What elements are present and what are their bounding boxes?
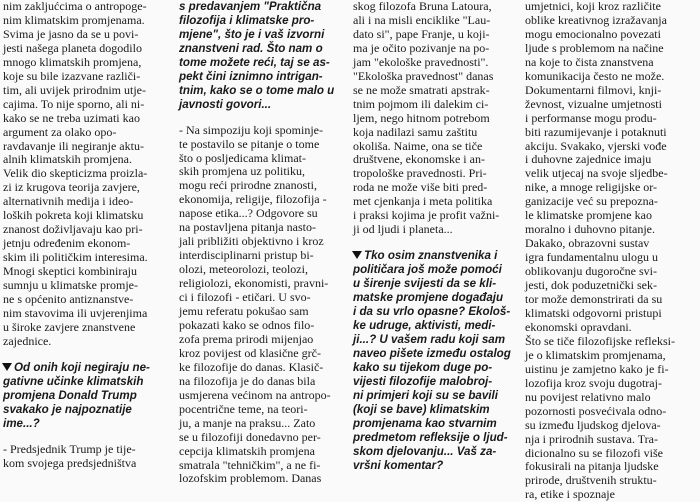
text-line	[3, 195, 167, 209]
text-line-content: mjene", što je i vaš izvorni	[179, 27, 325, 41]
text-line	[525, 307, 689, 321]
text-line-content: mnogo klimatskih promjena,	[3, 54, 142, 69]
text-line	[179, 445, 343, 459]
text-line	[353, 153, 517, 167]
text-line-content: loških pokreta koji klimatsku	[3, 208, 144, 223]
text-line-content: dicionalno su se filozofi više	[525, 445, 663, 460]
text-line	[179, 319, 343, 333]
text-line	[353, 333, 517, 347]
text-line-content: velik utjecaj na svoje sljedbe-	[525, 166, 668, 181]
text-line-content: ju, a manje na praksu... Zato	[179, 415, 316, 430]
text-line	[179, 347, 343, 361]
text-line-content: moralno i duhovno pitanje.	[525, 222, 655, 237]
text-line-content: mogu emocionalno povezati	[525, 26, 661, 41]
text-line-content: promjenama kao stvarnim	[353, 416, 497, 430]
text-line	[3, 223, 167, 237]
text-line	[179, 375, 343, 389]
text-line-content: mogu reći prirodne znanosti,	[179, 178, 317, 193]
text-line	[3, 181, 167, 195]
text-line-content: predmetom refleksije o ljud-	[353, 430, 508, 444]
text-line	[179, 98, 343, 112]
text-line-content: biti razumijevanje i potaknuti	[525, 124, 667, 139]
text-line	[353, 167, 517, 181]
text-line	[525, 363, 689, 377]
text-line	[353, 112, 517, 126]
text-line-content: - Na simpoziju koji spominje-	[179, 122, 323, 137]
text-line-content: cepcija klimatskih promjena	[179, 443, 315, 458]
text-line-content: i praksi kojima je profit važni-	[353, 208, 500, 223]
text-line	[353, 319, 517, 333]
text-line	[353, 291, 517, 305]
text-line-content: u široke zavjere znanstvene	[3, 319, 136, 334]
text-line	[3, 335, 167, 349]
text-line	[179, 56, 343, 70]
text-line-content: tor može demonstrirati da su	[525, 292, 663, 307]
text-line-content: le klimatske promjene kao	[525, 208, 652, 223]
text-line-content: s predavanjem "Praktična	[179, 0, 322, 13]
text-line	[3, 375, 167, 389]
text-line-content: ji...? U vašem radu koji sam	[353, 332, 506, 346]
text-line-content: igra fundamentalnu ulogu u	[525, 250, 658, 265]
text-line	[3, 14, 167, 28]
text-line-content: ime...?	[3, 416, 40, 430]
text-line-content: jesti našega planeta dogodilo	[3, 40, 142, 55]
column-3	[353, 0, 517, 472]
text-line-content: lozofskim problemom. Danas	[179, 471, 322, 486]
text-line	[3, 140, 167, 154]
text-line-content: vijesti filozofije malobroj-	[353, 374, 493, 388]
text-line	[3, 265, 167, 279]
text-line	[353, 140, 517, 154]
interview-question-3	[353, 249, 517, 472]
text-line	[353, 389, 517, 403]
text-line-content: društvene, ekonomske i an-	[353, 152, 485, 167]
text-line	[525, 265, 689, 279]
text-line-content: pocentrične teme, na teori-	[179, 401, 308, 416]
text-line	[179, 263, 343, 277]
text-line-content: smatrala "tehničkim", a ne fi-	[179, 457, 321, 472]
text-line-content: nja i prirodnih sustava. Tra-	[525, 431, 658, 446]
text-line	[525, 237, 689, 251]
text-line-content: oblikovanju dugoročne svi-	[525, 264, 657, 279]
text-line-content: Od onih koji negiraju ne-	[14, 360, 150, 374]
text-line	[179, 459, 343, 473]
text-line	[525, 56, 689, 70]
text-line	[3, 443, 167, 457]
text-line-content: prirode, društvenih struktu-	[525, 473, 657, 488]
text-line-content: akciju. Svakako, vjerski vođe	[525, 138, 667, 153]
text-line	[3, 56, 167, 70]
text-line	[179, 84, 343, 98]
text-line-content: kom svojega predsjedništva	[3, 455, 137, 470]
question-marker-icon	[2, 363, 12, 371]
text-line-content: umjetnici, koji kroz različite	[525, 0, 661, 13]
text-line	[525, 209, 689, 223]
text-line	[353, 28, 517, 42]
text-line-content: ekonomija, religije, filozofija -	[179, 192, 327, 207]
text-line	[353, 126, 517, 140]
text-line	[3, 84, 167, 98]
text-line	[3, 0, 167, 14]
text-line-content: ne s općenito antiznanstve-	[3, 292, 134, 307]
text-line	[353, 70, 517, 84]
text-line	[3, 251, 167, 265]
text-line-content: skih promjena uz politiku,	[179, 164, 305, 179]
text-line	[3, 70, 167, 84]
text-line	[3, 153, 167, 167]
text-line-content: alnih klimatskih promjena.	[3, 152, 132, 167]
text-line	[3, 42, 167, 56]
text-line	[353, 459, 517, 473]
text-line	[525, 112, 689, 126]
text-line	[525, 140, 689, 154]
text-line	[525, 126, 689, 140]
text-line	[525, 321, 689, 335]
text-line-content: na postavljena pitanja nasto-	[179, 220, 316, 235]
text-line-content: je o klimatskim promjenama,	[525, 347, 666, 362]
text-line	[525, 181, 689, 195]
text-line	[3, 361, 167, 375]
text-line	[353, 249, 517, 263]
text-line	[3, 403, 167, 417]
text-line-content: okoliša. Naime, ona se tiče	[353, 138, 483, 153]
text-line	[353, 0, 517, 14]
text-line-content: jam "ekološke pravednosti".	[353, 54, 489, 69]
text-line	[525, 70, 689, 84]
text-line	[525, 42, 689, 56]
text-line	[179, 403, 343, 417]
text-line	[179, 0, 343, 14]
text-line	[179, 165, 343, 179]
text-line	[179, 124, 343, 138]
text-line-content: interdisciplinarni pristup bi-	[179, 248, 314, 263]
text-line	[353, 445, 517, 459]
text-line	[525, 195, 689, 209]
text-line	[179, 221, 343, 235]
text-line	[179, 361, 343, 375]
text-line	[179, 152, 343, 166]
text-line-content: ni primjeri koji su se bavili	[353, 388, 498, 402]
text-line	[353, 417, 517, 431]
text-line	[525, 251, 689, 265]
text-line-content: javnosti govori...	[179, 97, 272, 111]
text-line	[353, 14, 517, 28]
text-line-content: tnim pojmom ili dalekim ci-	[353, 96, 489, 111]
text-line	[353, 195, 517, 209]
text-line-content: kroz povijest od klasične grč-	[179, 345, 321, 360]
text-line	[3, 28, 167, 42]
text-line-content: pekt čini iznimno intrigan-	[179, 69, 323, 83]
text-line-content: nike, a mnoge religijske or-	[525, 180, 658, 195]
text-line-content: jemu referatu pokušao sam	[179, 304, 309, 319]
text-line-content: sumnju u klimatske promje-	[3, 278, 138, 293]
text-line	[525, 349, 689, 363]
text-line-content: nim zakljućcima o antropoge-	[3, 0, 147, 13]
text-line-content: dato si", pape Franje, u koji-	[353, 26, 490, 41]
text-line-content: ma je očito pozivanje na po-	[353, 40, 490, 55]
text-line	[525, 153, 689, 167]
text-line-content: - Predsjednik Trump je tije-	[3, 441, 136, 456]
text-line-content: Što se tiče filozofijske refleksi-	[525, 333, 675, 348]
text-line-content: Dakako, obrazovni sustav	[525, 236, 650, 251]
text-line	[179, 431, 343, 445]
text-line-content: oblike kreativnog izražavanja	[525, 12, 667, 27]
text-line-content: nim stavovima ili uvjerenjima	[3, 305, 148, 320]
text-line-content: alternativnih medija i ideo-	[3, 194, 134, 209]
text-line	[525, 447, 689, 461]
text-line-content: znanstveni rad. Što nam o	[179, 41, 323, 55]
text-line-content: koja nadilazi samu zaštitu	[353, 124, 478, 139]
text-line	[3, 237, 167, 251]
text-line-content: (koji se bave) klimatskim	[353, 402, 490, 416]
text-line	[3, 293, 167, 307]
text-line-content: lozofija kroz svoju dugotraj-	[525, 375, 662, 390]
text-line	[353, 277, 517, 291]
text-line-content: na filozofija je do danas bila	[179, 373, 316, 388]
text-line	[3, 307, 167, 321]
text-line-content: Svima je jasno da se u povi-	[3, 26, 139, 41]
text-line-content: ali i na misli enciklike "Lau-	[353, 12, 491, 27]
text-line	[179, 14, 343, 28]
text-line-content: zofa prema prirodi mijenjao	[179, 331, 314, 346]
text-line	[179, 333, 343, 347]
text-line	[525, 488, 689, 502]
text-line	[525, 391, 689, 405]
text-line-content: cajima. To nije sporno, ali ni-	[3, 96, 145, 111]
text-line-content: znanost doživljavaju kao pri-	[3, 222, 143, 237]
text-line-content: ganizacije već su prepozna-	[525, 194, 658, 209]
column-2	[179, 0, 343, 486]
text-line-content: vršni komentar?	[353, 458, 444, 472]
interview-question-1	[3, 361, 167, 431]
text-line	[179, 249, 343, 263]
text-line	[179, 389, 343, 403]
text-line	[525, 433, 689, 447]
text-line-content: Dokumentarni filmovi, knji-	[525, 82, 662, 97]
text-line	[525, 474, 689, 488]
text-line-content: što o posljedicama klimat-	[179, 150, 306, 165]
text-line-content: skim ili političkim interesima.	[3, 250, 148, 265]
text-line-content: klimatski odgovorni pristupi	[525, 305, 662, 320]
text-line	[3, 457, 167, 471]
interview-question-2-end	[179, 0, 343, 112]
text-line	[353, 84, 517, 98]
text-line-content: napose etika...? Odgovore su	[179, 206, 318, 221]
text-line-content: usmjerena većinom na antropo-	[179, 387, 331, 402]
text-line-content: olozi, meteorolozi, teolozi,	[179, 262, 308, 277]
text-line-content: ljude s problemom na načine	[525, 40, 664, 55]
text-line	[525, 405, 689, 419]
text-line-content: ji od ljudi i planeta...	[353, 222, 453, 237]
text-line-content: filozofija i klimatske pro-	[179, 13, 315, 27]
text-line	[179, 235, 343, 249]
text-line	[179, 305, 343, 319]
text-line	[3, 112, 167, 126]
text-line	[353, 403, 517, 417]
text-line-content: se ne može smatrati apstrak-	[353, 82, 490, 97]
text-line-content: ževnost, vizualne umjetnosti	[525, 96, 662, 111]
text-line	[353, 209, 517, 223]
text-line-content: tropološke pravednosti. Pri-	[353, 166, 487, 181]
text-line-content: promjena Donald Trump	[3, 388, 137, 402]
text-line	[525, 377, 689, 391]
text-line	[179, 291, 343, 305]
text-line	[3, 389, 167, 403]
text-line-content: met cjenkanja i meta politika	[353, 194, 493, 209]
text-line	[525, 419, 689, 433]
text-line	[525, 14, 689, 28]
text-line	[353, 56, 517, 70]
text-line	[353, 347, 517, 361]
text-line	[525, 98, 689, 112]
text-line	[353, 223, 517, 237]
text-line	[3, 209, 167, 223]
text-line-content: skog filozofa Bruna Latoura,	[353, 0, 492, 13]
text-line-content: zi iz krugova teorija zavjere,	[3, 180, 140, 195]
text-line-content: ra, etike i spoznaje	[525, 487, 615, 502]
text-line	[353, 98, 517, 112]
text-line	[179, 193, 343, 207]
text-line-content: kako se ne treba uzimati kao	[3, 110, 140, 125]
text-line-content: ekonomski opravdani.	[525, 319, 632, 334]
text-line-content: ravdavanje ili negiranje aktu-	[3, 138, 144, 153]
question-marker-icon	[352, 251, 362, 259]
text-line-content: i duhovne zajednice imaju	[525, 152, 652, 167]
text-line	[353, 375, 517, 389]
text-line-content: nu povijest relativno malo	[525, 389, 651, 404]
text-line	[179, 207, 343, 221]
text-line-content: skom djelovanju... Vaš za-	[353, 444, 497, 458]
text-line-content: zajednice.	[3, 333, 52, 348]
text-line	[179, 472, 343, 486]
text-line	[525, 28, 689, 42]
text-line-content: na koje to čista znanstvena	[525, 54, 654, 69]
text-line-content: fokusirali na pitanja ljudske	[525, 459, 659, 474]
text-line-content: argument za olako opo-	[3, 124, 117, 139]
text-line-content: tim, ali uvijek prirodnim utje-	[3, 82, 146, 97]
text-line-content: naveo pišete između ostalog	[353, 346, 511, 360]
text-line-content: se u filozofiji donedavno per-	[179, 429, 321, 444]
text-line-content: i performanse mogu produ-	[525, 110, 657, 125]
text-line-content: komunikacija često ne može.	[525, 68, 665, 83]
text-line	[525, 293, 689, 307]
text-line	[353, 42, 517, 56]
text-line	[3, 98, 167, 112]
text-line-content: koje su bile izazvane različi-	[3, 68, 141, 83]
text-line	[179, 42, 343, 56]
text-line-content: nim klimatskim promjenama.	[3, 12, 145, 27]
text-line-content: uistinu je zamjetno kako je fi-	[525, 361, 669, 376]
text-line-content: tome možete reći, taj se as-	[179, 55, 330, 69]
text-line	[525, 223, 689, 237]
text-line-content: jesti, dok poduzetnički sek-	[525, 278, 657, 293]
text-line-content: jetnju određenim ekonom-	[3, 236, 131, 251]
text-line-content: te postavilo se pitanje o tome	[179, 136, 320, 151]
text-line-content: Tko osim znanstvenika i	[364, 249, 498, 263]
text-line	[353, 305, 517, 319]
text-line-content: ci i filozofi - etičari. U svo-	[179, 290, 311, 305]
text-line	[179, 28, 343, 42]
text-line-content: tnim, kako se o tome malo u	[179, 83, 335, 97]
text-line	[179, 179, 343, 193]
text-line-content: matske promjene događaju	[353, 291, 504, 305]
text-line	[353, 361, 517, 375]
text-line-content: gativne učinke klimatskih	[3, 374, 144, 388]
text-line-content: "Ekološka pravednost" danas	[353, 68, 494, 83]
text-line-content: roda ne može više biti pred-	[353, 180, 488, 195]
text-line	[353, 263, 517, 277]
text-line	[3, 417, 167, 431]
text-line	[179, 70, 343, 84]
text-line-content: kako su tijekom duge po-	[353, 360, 493, 374]
text-line-content: svakako je najpoznatije	[3, 402, 132, 416]
text-line	[3, 321, 167, 335]
text-line	[3, 126, 167, 140]
text-line	[3, 167, 167, 181]
text-line-content: pozornosti posvećivala odno-	[525, 403, 667, 418]
text-line	[353, 181, 517, 195]
column-4	[525, 0, 689, 502]
text-line-content: religiolozi, ekonomisti, pravni-	[179, 276, 329, 291]
text-line	[525, 335, 689, 349]
text-line	[525, 167, 689, 181]
text-line	[525, 279, 689, 293]
text-line	[179, 417, 343, 431]
text-line	[525, 0, 689, 14]
text-line-content: jali približiti objektivno i kroz	[179, 234, 324, 249]
text-line	[525, 460, 689, 474]
text-line	[353, 431, 517, 445]
text-line-content: političara još može pomoći	[353, 263, 502, 277]
text-line-content: pokazati kako se odnos filo-	[179, 317, 315, 332]
text-line-content: su između ljudskog djelova-	[525, 417, 661, 432]
text-line-content: u širenje svijesti da se kli-	[353, 277, 497, 291]
text-line	[525, 84, 689, 98]
text-line-content: ke filozofije do danas. Klasič-	[179, 359, 324, 374]
text-line-content: Mnogi skeptici kombiniraju	[3, 264, 137, 279]
column-1	[3, 0, 167, 471]
text-line-content: Velik dio skepticizma proizla-	[3, 166, 148, 181]
text-line-content: ke udruge, aktivisti, medi-	[353, 318, 496, 332]
text-line-content: ljem, nego hitnom potrebom	[353, 110, 490, 125]
text-line-content: i da su vrlo opasne? Ekološ-	[353, 305, 511, 319]
text-line	[179, 138, 343, 152]
text-line	[3, 279, 167, 293]
text-line	[179, 277, 343, 291]
